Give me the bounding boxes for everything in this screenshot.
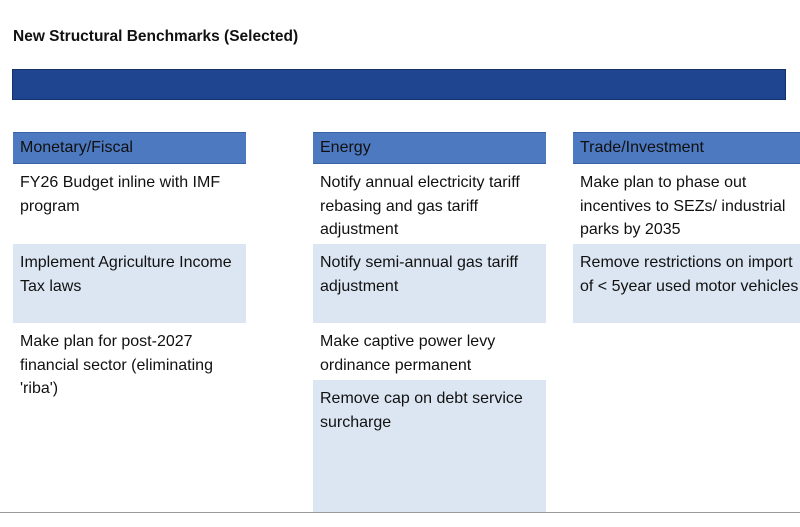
- page-title: New Structural Benchmarks (Selected): [13, 28, 299, 45]
- bottom-divider: [0, 512, 800, 513]
- column-monetary-fiscal: [13, 132, 246, 397]
- benchmark-item: Notify semi-annual gas tariff adjustment: [313, 244, 546, 323]
- column-header: Trade/Investment: [573, 132, 800, 164]
- column-trade-investment: [573, 132, 800, 323]
- benchmark-item: Make captive power levy ordinance permanent: [320, 333, 496, 374]
- column-header: Energy: [313, 132, 546, 164]
- column-header: Monetary/Fiscal: [13, 132, 246, 164]
- benchmark-item: FY26 Budget inline with IMF program: [20, 174, 221, 215]
- title-banner: [12, 69, 786, 100]
- column-energy: [313, 132, 546, 512]
- benchmark-item: Remove restrictions on import of < 5year used motor vehicles: [573, 244, 800, 323]
- benchmark-item: Make plan to phase out incentives to SEZs/ industrial parks by 2035: [580, 174, 786, 238]
- benchmark-item: Implement Agriculture Income Tax laws: [13, 244, 246, 323]
- benchmark-item: Notify annual electricity tariff rebasing and gas tariff adjustment: [320, 174, 520, 238]
- benchmark-item: Make plan for post-2027 financial sector (eliminating 'riba'): [20, 333, 213, 397]
- benchmark-item: Remove cap on debt service surcharge: [313, 380, 546, 512]
